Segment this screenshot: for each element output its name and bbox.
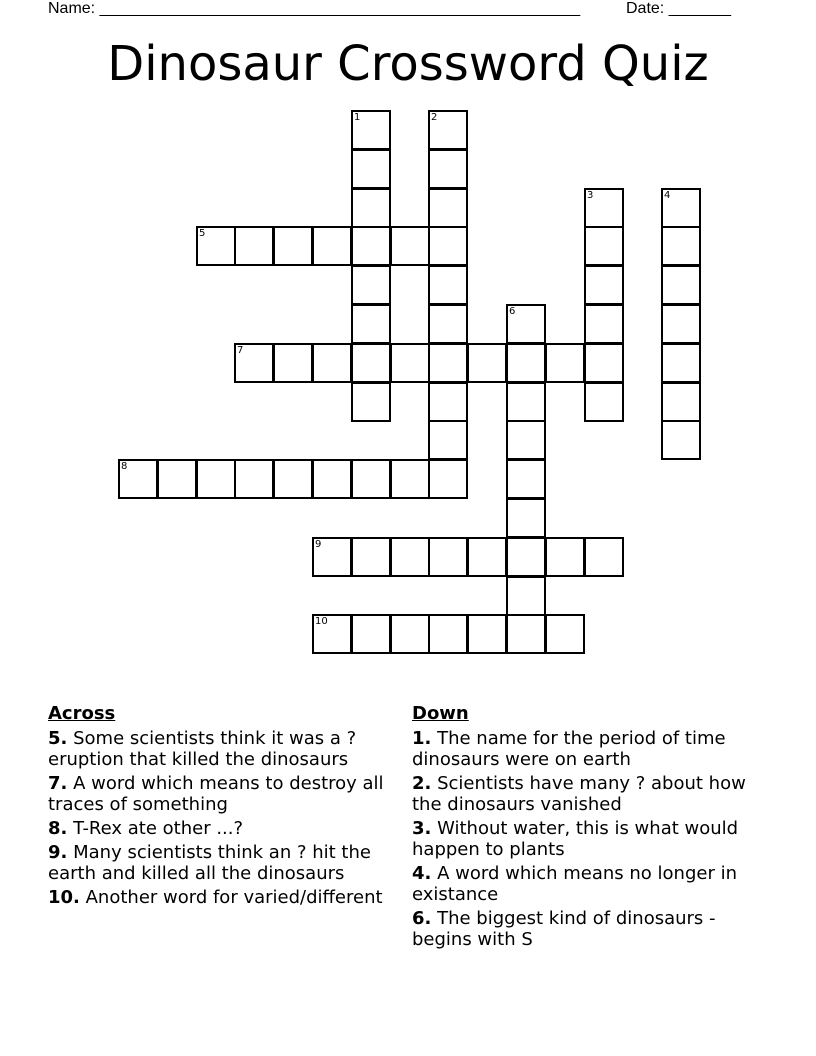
grid-cell[interactable] <box>506 382 546 422</box>
grid-cell[interactable] <box>312 343 352 383</box>
grid-cell[interactable] <box>390 614 430 654</box>
grid-cell[interactable] <box>545 537 585 577</box>
grid-cell[interactable] <box>506 537 546 577</box>
across-clues <box>48 702 393 911</box>
down-heading: Down <box>412 703 469 724</box>
grid-cell[interactable] <box>506 614 546 654</box>
grid-cell[interactable] <box>661 420 701 460</box>
grid-cell[interactable] <box>273 459 313 499</box>
grid-cell[interactable] <box>584 265 624 305</box>
clue-text: The name for the period of time dinosaurs were on earth <box>412 728 726 770</box>
clue-number-label: 9 <box>315 539 322 550</box>
grid-cell[interactable] <box>545 614 585 654</box>
grid-cell[interactable] <box>545 343 585 383</box>
grid-cell[interactable] <box>234 226 274 266</box>
clue-number: 7. <box>48 773 68 794</box>
grid-cell[interactable] <box>351 304 391 344</box>
grid-cell[interactable] <box>584 188 624 228</box>
clue-number-label: 7 <box>237 345 244 356</box>
clue-across-9 <box>48 842 393 884</box>
grid-cell[interactable] <box>157 459 197 499</box>
grid-cell[interactable] <box>273 343 313 383</box>
clue-across-10 <box>48 887 393 908</box>
clue-text: A word which means to destroy all traces of something <box>48 773 384 815</box>
clue-number: 4. <box>412 863 432 884</box>
clue-number-label: 8 <box>121 461 128 472</box>
down-clues <box>412 702 757 953</box>
grid-cell[interactable] <box>351 382 391 422</box>
grid-cell[interactable] <box>428 459 468 499</box>
grid-cell[interactable] <box>390 459 430 499</box>
clue-number-label: 6 <box>509 306 516 317</box>
clue-text: Another word for varied/different <box>79 887 383 908</box>
grid-cell[interactable] <box>506 459 546 499</box>
grid-cell[interactable] <box>351 188 391 228</box>
grid-cell[interactable] <box>351 614 391 654</box>
clue-text: Many scientists think an ? hit the earth and killed all the dinosaurs <box>48 842 371 884</box>
clue-text: Without water, this is what would happen to plants <box>412 818 739 860</box>
grid-cell[interactable] <box>428 265 468 305</box>
across-heading: Across <box>48 703 116 724</box>
grid-cell[interactable] <box>351 265 391 305</box>
grid-cell[interactable] <box>428 614 468 654</box>
grid-cell[interactable] <box>351 110 391 150</box>
name-field-label[interactable]: Name: ______________________________________________________ <box>48 0 581 17</box>
clue-number-label: 5 <box>199 228 206 239</box>
grid-cell[interactable] <box>661 382 701 422</box>
grid-cell[interactable] <box>118 459 158 499</box>
grid-cell[interactable] <box>584 226 624 266</box>
grid-cell[interactable] <box>312 537 352 577</box>
grid-cell[interactable] <box>661 188 701 228</box>
clue-across-5 <box>48 728 393 770</box>
grid-cell[interactable] <box>351 537 391 577</box>
grid-cell[interactable] <box>428 343 468 383</box>
grid-cell[interactable] <box>584 382 624 422</box>
clue-text: Some scientists think it was a ? eruption that killed the dinosaurs <box>48 728 357 770</box>
grid-cell[interactable] <box>467 343 507 383</box>
clue-number-label: 1 <box>354 112 361 123</box>
clue-number-label: 2 <box>431 112 438 123</box>
grid-cell[interactable] <box>428 420 468 460</box>
clue-down-6 <box>412 908 757 950</box>
grid-cell[interactable] <box>351 343 391 383</box>
date-field-label[interactable]: Date: _______ <box>626 0 731 17</box>
clue-number: 9. <box>48 842 68 863</box>
grid-cell[interactable] <box>390 537 430 577</box>
grid-cell[interactable] <box>312 614 352 654</box>
grid-cell[interactable] <box>428 537 468 577</box>
clue-down-1 <box>412 728 757 770</box>
grid-cell[interactable] <box>428 188 468 228</box>
clue-number: 3. <box>412 818 432 839</box>
grid-cell[interactable] <box>351 459 391 499</box>
grid-cell[interactable] <box>661 304 701 344</box>
grid-cell[interactable] <box>273 226 313 266</box>
clue-number: 2. <box>412 773 432 794</box>
grid-cell[interactable] <box>428 382 468 422</box>
grid-cell[interactable] <box>428 149 468 189</box>
grid-cell[interactable] <box>428 304 468 344</box>
grid-cell[interactable] <box>428 226 468 266</box>
grid-cell[interactable] <box>661 343 701 383</box>
grid-cell[interactable] <box>506 420 546 460</box>
clue-number-label: 3 <box>587 190 594 201</box>
grid-cell[interactable] <box>196 226 236 266</box>
grid-cell[interactable] <box>467 537 507 577</box>
clue-text: The biggest kind of dinosaurs - begins with S <box>412 908 716 950</box>
grid-cell[interactable] <box>661 265 701 305</box>
clue-number: 6. <box>412 908 432 929</box>
grid-cell[interactable] <box>506 498 546 538</box>
clue-text: Scientists have many ? about how the dinosaurs vanished <box>412 773 746 815</box>
clue-across-7 <box>48 773 393 815</box>
grid-cell[interactable] <box>467 614 507 654</box>
grid-cell[interactable] <box>506 304 546 344</box>
clue-number: 8. <box>48 818 68 839</box>
clue-text: T-Rex ate other ...? <box>67 818 244 839</box>
clue-across-8 <box>48 818 393 839</box>
grid-cell[interactable] <box>661 226 701 266</box>
grid-cell[interactable] <box>351 149 391 189</box>
clue-number: 10. <box>48 887 80 908</box>
grid-cell[interactable] <box>390 226 430 266</box>
clue-number-label: 10 <box>315 616 328 627</box>
grid-cell[interactable] <box>584 537 624 577</box>
grid-cell[interactable] <box>390 343 430 383</box>
grid-cell[interactable] <box>196 459 236 499</box>
clue-down-2 <box>412 773 757 815</box>
clue-number: 5. <box>48 728 68 749</box>
grid-cell[interactable] <box>234 459 274 499</box>
grid-cell[interactable] <box>351 226 391 266</box>
clue-text: A word which means no longer in existance <box>412 863 737 905</box>
clue-down-3 <box>412 818 757 860</box>
grid-cell[interactable] <box>234 343 274 383</box>
grid-cell[interactable] <box>506 343 546 383</box>
grid-cell[interactable] <box>312 226 352 266</box>
clue-number: 1. <box>412 728 432 749</box>
clue-down-4 <box>412 863 757 905</box>
grid-cell[interactable] <box>428 110 468 150</box>
grid-cell[interactable] <box>584 304 624 344</box>
page-title: Dinosaur Crossword Quiz <box>107 36 709 92</box>
grid-cell[interactable] <box>312 459 352 499</box>
clue-number-label: 4 <box>664 190 671 201</box>
grid-cell[interactable] <box>584 343 624 383</box>
grid-cell[interactable] <box>506 576 546 616</box>
